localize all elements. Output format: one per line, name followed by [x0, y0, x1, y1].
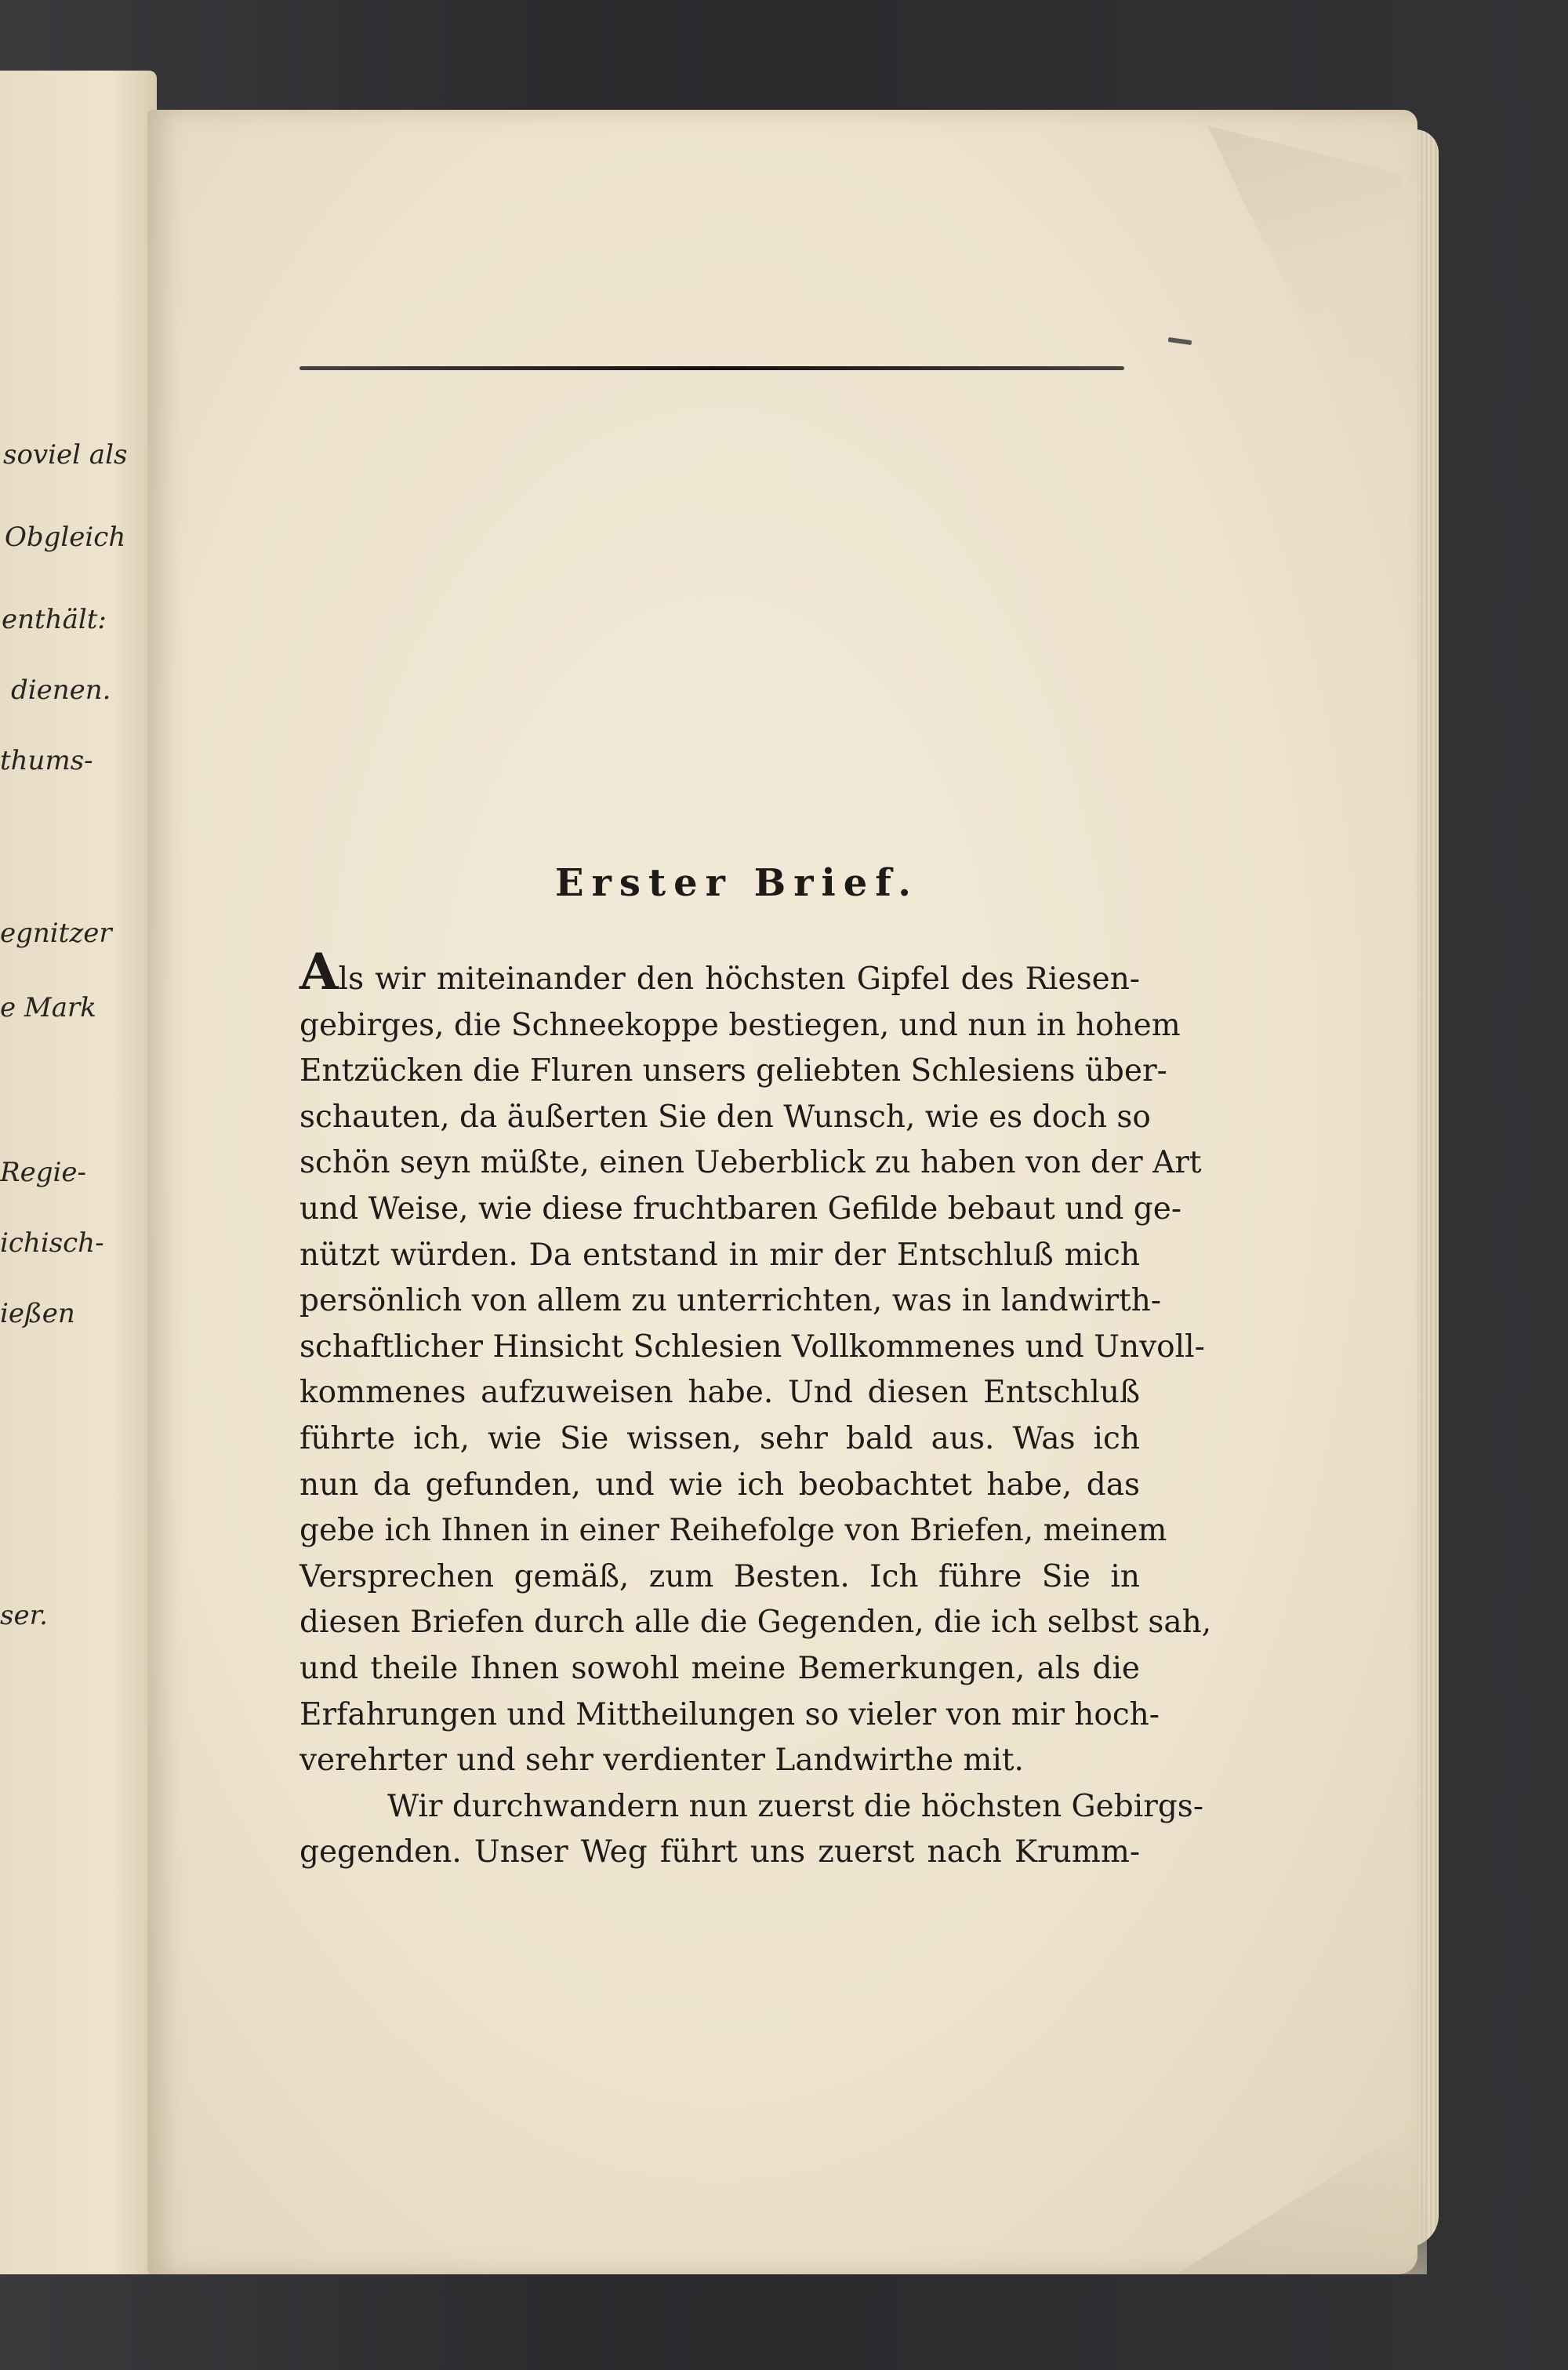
left-page-fragment: ichisch-: [0, 1227, 104, 1259]
text-line: schön seyn müßte, einen Ueberblick zu haben von der Art: [299, 1145, 1202, 1181]
text-line: persönlich von allem zu unterrichten, was in landwirth-: [299, 1283, 1162, 1319]
left-page-fragment: soviel als: [3, 439, 128, 471]
text-line: gebirges, die Schneekoppe bestiegen, und nun in hohem: [299, 1007, 1181, 1043]
left-page-fragment: ser.: [0, 1600, 48, 1631]
text-line: schaftlicher Hinsicht Schlesien Vollkommenes und Unvoll-: [299, 1329, 1205, 1365]
left-page-fragment: enthält:: [2, 604, 107, 635]
left-page-fragment: Obgleich: [5, 522, 126, 553]
text-line: Versprechen gemäß, zum Besten. Ich führe Sie in: [299, 1558, 1140, 1594]
text-line: nun da gefunden, und wie ich beobachtet habe, das: [299, 1467, 1140, 1503]
text-line: nützt würden. Da entstand in mir der Entschluß mich: [299, 1237, 1140, 1273]
text-line: gegenden. Unser Weg führt uns zuerst nach Krumm-: [299, 1834, 1140, 1870]
text-line: und theile Ihnen sowohl meine Bemerkungen, als die: [299, 1650, 1140, 1686]
header-rule: [299, 366, 1124, 370]
letter-heading: Erster Brief.: [555, 861, 919, 905]
text-line: diesen Briefen durch alle die Gegenden, die ich selbst sah,: [299, 1605, 1212, 1641]
left-page-fragment: e Mark: [0, 992, 96, 1023]
left-page-fragment: ießen: [0, 1298, 75, 1329]
text-line: Erfahrungen und Mittheilungen so vieler von mir hoch-: [299, 1696, 1160, 1732]
left-page-fragment: dienen.: [11, 674, 111, 706]
text-line: Entzücken die Fluren unsers geliebten Schlesiens über-: [299, 1053, 1167, 1089]
letter-body: [299, 943, 1212, 1876]
drop-cap: A: [299, 943, 339, 1001]
text-line: führte ich, wie Sie wissen, sehr bald aus. Was ich: [299, 1420, 1140, 1456]
text-line: Als wir miteinander den höchsten Gipfel des Riesen-: [299, 943, 1140, 1001]
text-line: kommenes aufzuweisen habe. Und diesen Entschluß: [299, 1375, 1140, 1411]
text-line: und Weise, wie diese fruchtbaren Gefilde bebaut und ge-: [299, 1190, 1182, 1227]
text-line: gebe ich Ihnen in einer Reihefolge von Briefen, meinem: [299, 1513, 1167, 1549]
text-line: schauten, da äußerten Sie den Wunsch, wie es doch so: [299, 1099, 1151, 1135]
left-page-fragment: thums-: [0, 745, 93, 776]
text-line: Wir durchwandern nun zuerst die höchsten Gebirgs-: [387, 1788, 1204, 1824]
left-page-fragment: egnitzer: [0, 918, 112, 949]
left-page-fragment: Regie-: [0, 1157, 86, 1188]
text-line: verehrter und sehr verdienter Landwirthe mit.: [299, 1743, 1024, 1779]
left-page: [0, 71, 157, 2274]
